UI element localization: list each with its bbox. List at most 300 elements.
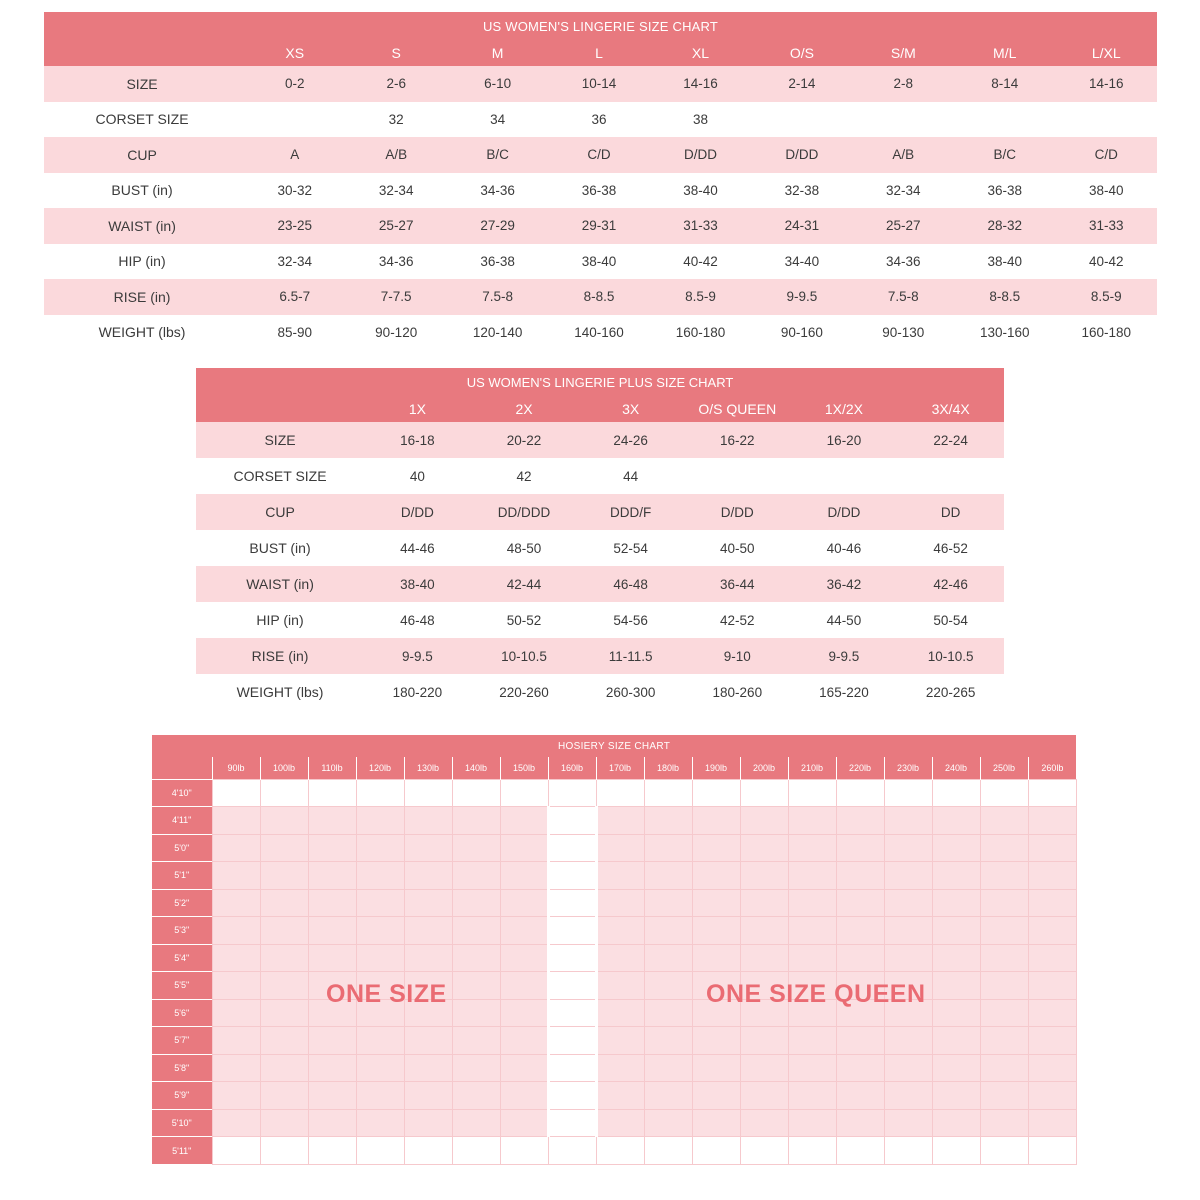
- hosiery-cell: [596, 944, 644, 972]
- table-row: [196, 602, 1004, 638]
- hosiery-cell: [548, 1027, 596, 1055]
- plus-size-chart-row-label: WAIST (in): [196, 566, 364, 602]
- hosiery-cell: [452, 1137, 500, 1165]
- plus-size-chart-cell: 40-46: [791, 530, 898, 566]
- hosiery-cell: [404, 1054, 452, 1082]
- hosiery-cell: [452, 944, 500, 972]
- hosiery-cell: [644, 1054, 692, 1082]
- hosiery-cell: [260, 779, 308, 807]
- hosiery-cell: [884, 1109, 932, 1137]
- plus-size-chart-cell: [791, 458, 898, 494]
- plus-size-chart-cell: 24-26: [577, 422, 684, 458]
- size-chart-column-header: S/M: [853, 40, 954, 66]
- table-row: [196, 638, 1004, 674]
- hosiery-cell: [356, 1109, 404, 1137]
- size-chart-cell: 6.5-7: [244, 279, 345, 315]
- size-chart-cell: 10-14: [548, 66, 649, 102]
- table-row: [44, 137, 1157, 173]
- hosiery-cell: [980, 1109, 1028, 1137]
- hosiery-cell: [404, 1137, 452, 1165]
- hosiery-weight-header: 150lb: [500, 757, 548, 779]
- hosiery-cell: [692, 1137, 740, 1165]
- hosiery-cell: [212, 1054, 260, 1082]
- hosiery-cell: [644, 917, 692, 945]
- table-row: [152, 917, 1076, 945]
- size-chart-cell: D/DD: [650, 137, 751, 173]
- hosiery-cell: [884, 999, 932, 1027]
- hosiery-cell: [692, 1082, 740, 1110]
- hosiery-height-label: 5'5": [152, 972, 212, 1000]
- table-row: [152, 1082, 1076, 1110]
- hosiery-cell: [452, 889, 500, 917]
- size-chart-cell: 38-40: [1055, 173, 1157, 209]
- table-row: [44, 315, 1157, 351]
- hosiery-cell: [836, 944, 884, 972]
- hosiery-cell: [500, 807, 548, 835]
- plus-size-chart-cell: 180-260: [684, 674, 791, 710]
- plus-size-chart-cell: 260-300: [577, 674, 684, 710]
- plus-size-chart-cell: D/DD: [684, 494, 791, 530]
- plus-size-chart-cell: 50-52: [471, 602, 578, 638]
- size-chart-cell: 38-40: [548, 244, 649, 280]
- hosiery-cell: [404, 807, 452, 835]
- size-chart-cell: A/B: [345, 137, 446, 173]
- hosiery-cell: [980, 779, 1028, 807]
- size-chart-cell: 34-36: [853, 244, 954, 280]
- hosiery-cell: [548, 1137, 596, 1165]
- hosiery-cell: [212, 862, 260, 890]
- hosiery-cell: [500, 972, 548, 1000]
- size-chart-cell: 34-36: [345, 244, 446, 280]
- hosiery-cell: [260, 862, 308, 890]
- hosiery-cell: [980, 1137, 1028, 1165]
- plus-size-chart-cell: 22-24: [897, 422, 1004, 458]
- size-chart-cell: 6-10: [447, 66, 548, 102]
- size-chart-row-label: RISE (in): [44, 279, 244, 315]
- hosiery-cell: [644, 834, 692, 862]
- plus-size-chart-cell: 42-52: [684, 602, 791, 638]
- hosiery-cell: [356, 834, 404, 862]
- table-row: [152, 999, 1076, 1027]
- size-chart-cell: 7.5-8: [853, 279, 954, 315]
- hosiery-height-label: 5'7": [152, 1027, 212, 1055]
- size-chart-cell: 0-2: [244, 66, 345, 102]
- size-chart-cell: 85-90: [244, 315, 345, 351]
- hosiery-cell: [836, 862, 884, 890]
- size-chart-cell: 36-38: [447, 244, 548, 280]
- hosiery-cell: [980, 1027, 1028, 1055]
- hosiery-weight-header: 190lb: [692, 757, 740, 779]
- hosiery-cell: [932, 917, 980, 945]
- hosiery-cell: [692, 862, 740, 890]
- plus-size-chart-cell: D/DD: [791, 494, 898, 530]
- hosiery-cell: [788, 1082, 836, 1110]
- hosiery-cell: [596, 1054, 644, 1082]
- hosiery-cell: [260, 944, 308, 972]
- hosiery-cell: [308, 862, 356, 890]
- hosiery-cell: [596, 1027, 644, 1055]
- plus-size-chart-cell: 9-10: [684, 638, 791, 674]
- hosiery-cell: [548, 972, 596, 1000]
- hosiery-cell: [884, 1054, 932, 1082]
- hosiery-cell: [212, 834, 260, 862]
- size-chart-column-header: M: [447, 40, 548, 66]
- hosiery-cell: [740, 862, 788, 890]
- hosiery-cell: [788, 999, 836, 1027]
- hosiery-cell: [740, 944, 788, 972]
- hosiery-cell: [788, 917, 836, 945]
- hosiery-size-chart: [152, 735, 1077, 1165]
- plus-size-chart-cell: 10-10.5: [471, 638, 578, 674]
- hosiery-cell: [212, 972, 260, 1000]
- plus-size-chart-cell: 10-10.5: [897, 638, 1004, 674]
- plus-size-chart-cell: 180-220: [364, 674, 471, 710]
- plus-size-chart-cell: 46-48: [577, 566, 684, 602]
- size-chart-cell: C/D: [548, 137, 649, 173]
- hosiery-cell: [692, 807, 740, 835]
- size-chart-cell: 9-9.5: [751, 279, 852, 315]
- hosiery-cell: [548, 807, 596, 835]
- size-chart-cell: 40-42: [650, 244, 751, 280]
- table-row: [152, 779, 1076, 807]
- hosiery-cell: [740, 779, 788, 807]
- hosiery-cell: [500, 1082, 548, 1110]
- table-row: [196, 566, 1004, 602]
- table-row: [196, 674, 1004, 710]
- hosiery-cell: [356, 779, 404, 807]
- hosiery-cell: [1028, 1027, 1076, 1055]
- hosiery-weight-header: 110lb: [308, 757, 356, 779]
- size-chart-cell: 40-42: [1055, 244, 1157, 280]
- size-chart-cell: 36: [548, 102, 649, 138]
- hosiery-cell: [884, 807, 932, 835]
- hosiery-cell: [260, 1137, 308, 1165]
- hosiery-cell: [980, 889, 1028, 917]
- hosiery-cell: [692, 1109, 740, 1137]
- hosiery-cell: [308, 972, 356, 1000]
- hosiery-cell: [404, 1109, 452, 1137]
- hosiery-cell: [212, 1137, 260, 1165]
- hosiery-cell: [548, 1082, 596, 1110]
- size-chart-title-row: [44, 12, 1157, 40]
- hosiery-cell: [212, 944, 260, 972]
- hosiery-cell: [692, 999, 740, 1027]
- hosiery-cell: [788, 834, 836, 862]
- hosiery-cell: [1028, 999, 1076, 1027]
- hosiery-cell: [500, 917, 548, 945]
- hosiery-cell: [548, 889, 596, 917]
- plus-size-chart-cell: 46-48: [364, 602, 471, 638]
- hosiery-cell: [260, 1109, 308, 1137]
- hosiery-cell: [260, 834, 308, 862]
- hosiery-weight-header: 140lb: [452, 757, 500, 779]
- size-chart-cell: 32-34: [345, 173, 446, 209]
- hosiery-cell: [836, 807, 884, 835]
- hosiery-cell: [932, 807, 980, 835]
- plus-size-chart-title-row: [196, 368, 1004, 396]
- plus-size-chart-column-header: 1X/2X: [791, 396, 898, 422]
- hosiery-cell: [260, 889, 308, 917]
- hosiery-cell: [980, 862, 1028, 890]
- table-row: [152, 1137, 1076, 1165]
- hosiery-cell: [308, 834, 356, 862]
- hosiery-cell: [260, 972, 308, 1000]
- hosiery-cell: [932, 972, 980, 1000]
- size-chart-cell: 31-33: [1055, 208, 1157, 244]
- size-chart-header-corner: [44, 40, 244, 66]
- size-chart-row-label: BUST (in): [44, 173, 244, 209]
- plus-size-chart-cell: 16-20: [791, 422, 898, 458]
- hosiery-cell: [308, 1082, 356, 1110]
- hosiery-cell: [548, 1109, 596, 1137]
- size-chart-cell: 38: [650, 102, 751, 138]
- hosiery-cell: [596, 1082, 644, 1110]
- hosiery-cell: [260, 999, 308, 1027]
- table-row: [152, 972, 1076, 1000]
- hosiery-cell: [740, 1109, 788, 1137]
- hosiery-cell: [932, 834, 980, 862]
- hosiery-cell: [788, 1109, 836, 1137]
- hosiery-cell: [596, 1109, 644, 1137]
- hosiery-weight-header: 120lb: [356, 757, 404, 779]
- hosiery-cell: [596, 834, 644, 862]
- hosiery-weight-header: 220lb: [836, 757, 884, 779]
- hosiery-cell: [932, 944, 980, 972]
- size-chart-cell: [751, 102, 852, 138]
- hosiery-cell: [932, 1137, 980, 1165]
- hosiery-cell: [788, 779, 836, 807]
- hosiery-cell: [212, 807, 260, 835]
- table-row: [152, 834, 1076, 862]
- table-row: [196, 422, 1004, 458]
- table-row: [44, 66, 1157, 102]
- hosiery-weight-header: 210lb: [788, 757, 836, 779]
- hosiery-cell: [788, 889, 836, 917]
- hosiery-cell: [1028, 917, 1076, 945]
- hosiery-cell: [548, 917, 596, 945]
- hosiery-cell: [308, 807, 356, 835]
- size-chart-cell: 32-38: [751, 173, 852, 209]
- size-chart-cell: B/C: [954, 137, 1055, 173]
- hosiery-cell: [644, 889, 692, 917]
- hosiery-cell: [404, 944, 452, 972]
- size-chart-row-label: HIP (in): [44, 244, 244, 280]
- size-chart-column-header: XS: [244, 40, 345, 66]
- hosiery-cell: [596, 1137, 644, 1165]
- hosiery-header-corner: [152, 757, 212, 779]
- hosiery-cell: [932, 1082, 980, 1110]
- hosiery-cell: [644, 779, 692, 807]
- plus-size-chart-cell: 36-42: [791, 566, 898, 602]
- hosiery-cell: [1028, 944, 1076, 972]
- hosiery-cell: [356, 944, 404, 972]
- plus-size-chart-cell: 36-44: [684, 566, 791, 602]
- hosiery-cell: [548, 1054, 596, 1082]
- size-chart-cell: [244, 102, 345, 138]
- plus-size-chart-row-label: RISE (in): [196, 638, 364, 674]
- hosiery-cell: [980, 944, 1028, 972]
- hosiery-weight-header: 240lb: [932, 757, 980, 779]
- hosiery-cell: [644, 1027, 692, 1055]
- hosiery-cell: [356, 1137, 404, 1165]
- hosiery-cell: [644, 807, 692, 835]
- hosiery-cell: [500, 889, 548, 917]
- hosiery-cell: [596, 889, 644, 917]
- plus-size-chart-column-header: 2X: [471, 396, 578, 422]
- plus-size-chart-row-label: HIP (in): [196, 602, 364, 638]
- hosiery-cell: [1028, 889, 1076, 917]
- hosiery-cell: [884, 944, 932, 972]
- size-chart-cell: 8-14: [954, 66, 1055, 102]
- hosiery-cell: [596, 972, 644, 1000]
- hosiery-cell: [356, 1054, 404, 1082]
- plus-size-chart-cell: 44-46: [364, 530, 471, 566]
- hosiery-cell: [212, 779, 260, 807]
- hosiery-weight-header: 260lb: [1028, 757, 1076, 779]
- hosiery-cell: [980, 1082, 1028, 1110]
- hosiery-cell: [308, 1137, 356, 1165]
- size-chart-cell: 34-36: [447, 173, 548, 209]
- hosiery-weight-header: 130lb: [404, 757, 452, 779]
- size-chart-row-label: WAIST (in): [44, 208, 244, 244]
- plus-size-chart-cell: 9-9.5: [791, 638, 898, 674]
- plus-size-chart-cell: 220-265: [897, 674, 1004, 710]
- hosiery-cell: [692, 779, 740, 807]
- plus-size-chart-cell: 42-44: [471, 566, 578, 602]
- hosiery-cell: [740, 1027, 788, 1055]
- plus-size-chart-cell: 40: [364, 458, 471, 494]
- size-chart-cell: 8-8.5: [954, 279, 1055, 315]
- hosiery-cell: [500, 1027, 548, 1055]
- hosiery-cell: [740, 972, 788, 1000]
- hosiery-cell: [308, 999, 356, 1027]
- hosiery-cell: [884, 779, 932, 807]
- hosiery-cell: [1028, 862, 1076, 890]
- plus-size-chart-cell: DDD/F: [577, 494, 684, 530]
- hosiery-weight-header: 160lb: [548, 757, 596, 779]
- plus-size-chart-cell: 16-18: [364, 422, 471, 458]
- hosiery-weight-header: 90lb: [212, 757, 260, 779]
- hosiery-cell: [644, 1137, 692, 1165]
- hosiery-cell: [452, 1109, 500, 1137]
- size-chart-cell: 7-7.5: [345, 279, 446, 315]
- hosiery-cell: [884, 834, 932, 862]
- hosiery-cell: [932, 999, 980, 1027]
- plus-size-chart-cell: 42-46: [897, 566, 1004, 602]
- hosiery-cell: [260, 807, 308, 835]
- size-chart-cell: D/DD: [751, 137, 852, 173]
- hosiery-cell: [740, 834, 788, 862]
- size-chart-cell: 8.5-9: [650, 279, 751, 315]
- hosiery-cell: [452, 917, 500, 945]
- hosiery-cell: [692, 972, 740, 1000]
- hosiery-height-label: 5'4": [152, 944, 212, 972]
- hosiery-cell: [452, 1027, 500, 1055]
- plus-size-chart-cell: 48-50: [471, 530, 578, 566]
- size-chart-row-label: WEIGHT (lbs): [44, 315, 244, 351]
- hosiery-cell: [548, 944, 596, 972]
- hosiery-cell: [788, 1027, 836, 1055]
- size-chart-cell: 7.5-8: [447, 279, 548, 315]
- size-chart-title: US WOMEN'S LINGERIE SIZE CHART: [44, 12, 1157, 40]
- hosiery-weight-header: 200lb: [740, 757, 788, 779]
- size-chart-cell: 2-14: [751, 66, 852, 102]
- table-row: [152, 1109, 1076, 1137]
- table-row: [152, 1054, 1076, 1082]
- hosiery-weight-header: 180lb: [644, 757, 692, 779]
- hosiery-height-label: 5'3": [152, 917, 212, 945]
- table-row: [196, 458, 1004, 494]
- hosiery-height-label: 5'2": [152, 889, 212, 917]
- hosiery-cell: [212, 1109, 260, 1137]
- hosiery-cell: [932, 1027, 980, 1055]
- hosiery-cell: [740, 889, 788, 917]
- hosiery-cell: [932, 889, 980, 917]
- size-chart-cell: B/C: [447, 137, 548, 173]
- size-chart-cell: 160-180: [1055, 315, 1157, 351]
- hosiery-cell: [452, 1082, 500, 1110]
- hosiery-cell: [260, 1027, 308, 1055]
- size-chart-cell: 8.5-9: [1055, 279, 1157, 315]
- hosiery-cell: [932, 862, 980, 890]
- hosiery-cell: [692, 944, 740, 972]
- size-chart-cell: 24-31: [751, 208, 852, 244]
- hosiery-cell: [596, 999, 644, 1027]
- hosiery-cell: [212, 999, 260, 1027]
- hosiery-cell: [404, 972, 452, 1000]
- table-row: [152, 889, 1076, 917]
- hosiery-cell: [980, 834, 1028, 862]
- hosiery-cell: [548, 999, 596, 1027]
- size-chart-column-header: L: [548, 40, 649, 66]
- hosiery-cell: [500, 1137, 548, 1165]
- size-chart-cell: 130-160: [954, 315, 1055, 351]
- table-row: [44, 102, 1157, 138]
- hosiery-cell: [1028, 779, 1076, 807]
- hosiery-cell: [404, 889, 452, 917]
- size-chart-cell: 90-130: [853, 315, 954, 351]
- hosiery-cell: [404, 862, 452, 890]
- hosiery-cell: [404, 834, 452, 862]
- size-chart-row-label: CORSET SIZE: [44, 102, 244, 138]
- hosiery-cell: [836, 972, 884, 1000]
- hosiery-cell: [980, 807, 1028, 835]
- size-chart-cell: 8-8.5: [548, 279, 649, 315]
- size-chart-cell: [1055, 102, 1157, 138]
- hosiery-cell: [644, 972, 692, 1000]
- hosiery-cell: [500, 862, 548, 890]
- plus-size-chart-column-header: 1X: [364, 396, 471, 422]
- hosiery-cell: [884, 917, 932, 945]
- plus-size-chart-row-label: WEIGHT (lbs): [196, 674, 364, 710]
- size-chart-row-label: CUP: [44, 137, 244, 173]
- table-row: [196, 494, 1004, 530]
- size-chart-cell: [853, 102, 954, 138]
- hosiery-cell: [692, 1027, 740, 1055]
- size-chart-cell: 160-180: [650, 315, 751, 351]
- size-chart-cell: 38-40: [650, 173, 751, 209]
- hosiery-cell: [740, 1082, 788, 1110]
- hosiery-cell: [932, 779, 980, 807]
- plus-size-chart-row-label: SIZE: [196, 422, 364, 458]
- size-chart-header-row: [44, 40, 1157, 66]
- size-chart-cell: A: [244, 137, 345, 173]
- hosiery-cell: [308, 1027, 356, 1055]
- hosiery-cell: [980, 1054, 1028, 1082]
- hosiery-cell: [548, 834, 596, 862]
- hosiery-cell: [644, 862, 692, 890]
- size-chart-cell: 32-34: [853, 173, 954, 209]
